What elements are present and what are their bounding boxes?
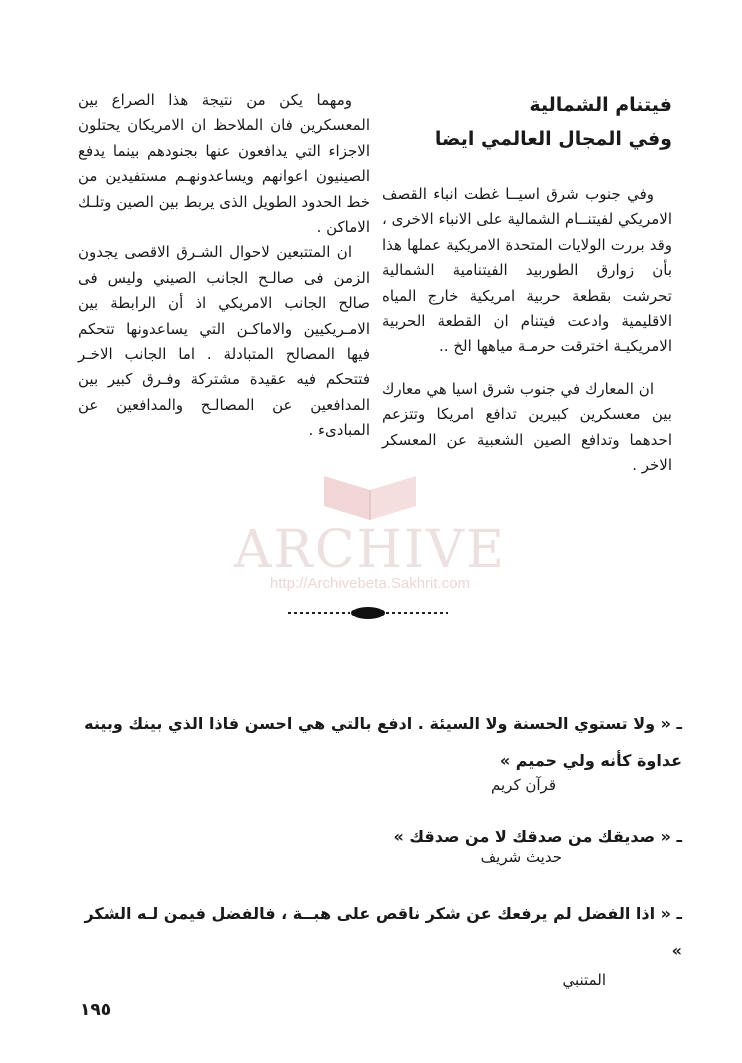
left-paragraph-2: ان المتتبعين لاحوال الشـرق الاقصى يجدون الزمن فى صالـح الجانب الصيني وليس فى صالح الجانب الامريكي اذ أن الرابطة بين الامـريكيين والاماكـن التي يساعدونها تتحكم فيها المصالح المتبادلة . اما الجانب الاخـر فتتحكم فيه عقيدة مشتركة وفـرق كبير بين المدافعين عن المصالـح والمدافعين عن المبادىء .	[78, 243, 370, 440]
quote-block-3	[78, 895, 682, 969]
quote-text: ـ « اذا الفضل لم يرفعك عن شكر ناقص على هبــة ، فالفضل فيمن لـه الشكر »	[84, 904, 682, 960]
right-paragraph-1: وفي جنوب شرق اسيــا غطت انباء القصف الامريكي لفيتنــام الشمالية على الانباء الاخرى ، وقد بررت الولايات المتحدة الامريكية عملها هذا بأن زوارق الطوربيد الفيتنامية الشمالية تحرشت بقطعة حربية امريكية خارج المياه الاقليمية وادعت فيتنام ان القطعة الحربية الامريكيـة اخترقت حرمـة مياهها الخ ..	[382, 185, 672, 356]
watermark-word: ARCHIVE	[234, 520, 506, 580]
quote-text: ـ « ولا تستوي الحسنة ولا السيئة . ادفع بالتي هي احسن فاذا الذي بينك وبينه عداوة كأنه ولي حميم »	[84, 714, 682, 770]
quote-block-1	[78, 705, 682, 779]
article-left-column	[78, 88, 370, 444]
article-heading-line1: فيتنام الشمالية	[529, 94, 672, 116]
article-heading-line2: وفي المجال العالمي ايضا	[434, 128, 672, 150]
watermark-url: http://Archivebeta.Sakhrit.com	[269, 575, 471, 592]
archive-watermark	[220, 470, 520, 610]
page-number: ١٩٥	[80, 1000, 112, 1020]
ornamental-divider	[284, 606, 452, 620]
quote-source: حديث شريف	[480, 848, 562, 866]
quote-source: المتنبي	[562, 971, 606, 989]
right-paragraph-2: ان المعارك في جنوب شرق اسيا هي معارك بين معسكرين كبيرين تدافع امريكا وتتزعم احدهما وتدافع الصين الشعبية عن المعسكر الاخر .	[382, 379, 672, 475]
left-paragraph-1: ومهما يكن من نتيجة هذا الصراع بين المعسكرين فان الملاحظ ان الامريكان يحتلون الاجزاء التي يدافعون عنها بجنودهم بينما يدفع الصينيون اعوانهم ويساعدونهـم مستفيدين من خط الحدود الطويل الذى يربط بين الصين وتلـك الاماكن .	[78, 91, 370, 237]
quote-text: ـ « صديقك من صدقك لا من صدقك »	[393, 827, 682, 846]
article-right-column	[382, 88, 672, 478]
quote-source: قرآن كريم	[491, 776, 556, 794]
